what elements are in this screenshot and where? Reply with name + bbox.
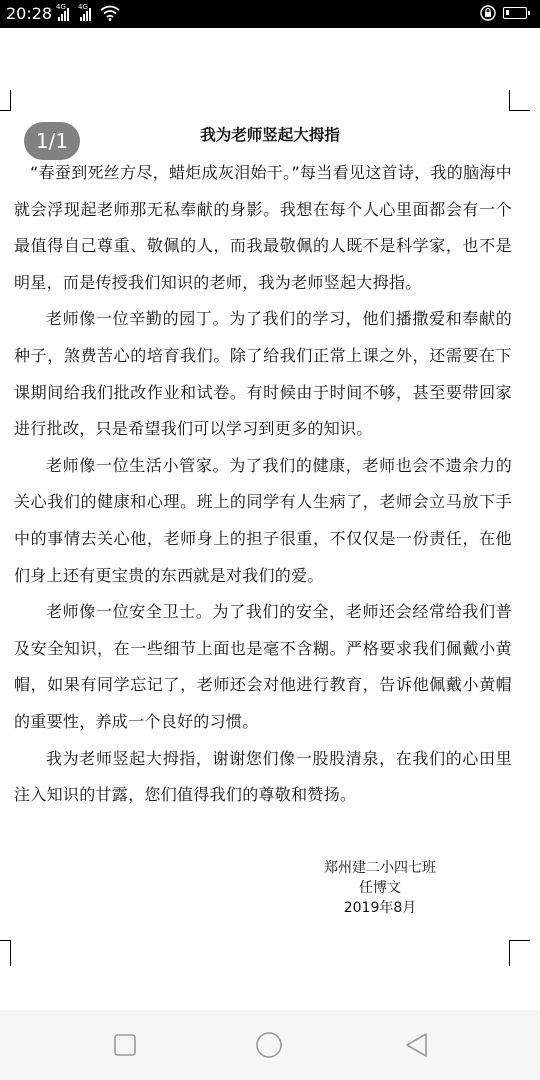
wifi-icon bbox=[100, 5, 120, 21]
document-page bbox=[0, 28, 540, 1010]
battery-icon bbox=[503, 7, 527, 19]
crop-mark-top-left bbox=[0, 90, 11, 111]
back-icon[interactable] bbox=[402, 1030, 432, 1060]
paragraph-2: 老师像一位辛勤的园丁。为了我们的学习，他们播撒爱和奉献的种子，煞费苦心的培育我们。除了给我们正常上课之外，还需要在下课期间给我们批改作业和试卷。有时候由于时间不够，甚至要带回家进行批改，只是希望我们可以学习到更多的知识。 bbox=[14, 309, 512, 439]
crop-mark-bottom-left bbox=[0, 940, 11, 966]
paragraph-1: “春蚕到死丝方尽，蜡炬成灰泪始干。”每当看见这首诗，我的脑海中就会浮现起老师那无私奉献的身影。我想在每个人心里面都会有一个最值得自己尊重、敬佩的人，而我最敬佩的人既不是科学家，也不是明星，而是传授我们知识的老师，我为老师竖起大拇指。 bbox=[14, 163, 512, 292]
signature-block bbox=[300, 858, 460, 918]
signature-date: 2019年8月 bbox=[343, 900, 417, 916]
status-bar bbox=[0, 0, 540, 28]
crop-mark-bottom-right bbox=[509, 940, 530, 966]
signature-author: 任博文 bbox=[359, 880, 401, 896]
network-type-2: 4G bbox=[78, 3, 88, 11]
recent-apps-icon[interactable] bbox=[110, 1030, 140, 1060]
page-indicator[interactable]: 1/1 bbox=[24, 122, 80, 160]
paragraph-5: 我为老师竖起大拇指，谢谢您们像一股股清泉，在我们的心田里注入知识的甘露，您们值得我们的尊敬和赞扬。 bbox=[14, 748, 512, 805]
navigation-bar bbox=[0, 1010, 540, 1080]
status-time: 20:28 bbox=[6, 4, 53, 23]
network-type-1: 4G bbox=[56, 3, 66, 11]
document-title: 我为老师竖起大拇指 bbox=[200, 126, 340, 144]
signature-school: 郑州建二小四七班 bbox=[324, 860, 436, 876]
crop-mark-top-right bbox=[509, 90, 530, 111]
home-icon[interactable] bbox=[254, 1030, 284, 1060]
signal-icon-2 bbox=[78, 7, 92, 21]
paragraph-4: 老师像一位安全卫士。为了我们的安全，老师还会经常给我们普及安全知识，在一些细节上面也是毫不含糊。严格要求我们佩戴小黄帽，如果有同学忘记了，老师还会对他进行教育，告诉他佩戴小黄帽的重要性，养成一个良好的习惯。 bbox=[14, 602, 512, 731]
signal-icon-1 bbox=[56, 7, 70, 21]
battery-level bbox=[506, 10, 509, 15]
paragraph-3: 老师像一位生活小管家。为了我们的健康，老师也会不遗余力的关心我们的健康和心理。班上的同学有人生病了，老师会立马放下手中的事情去关心他，老师身上的担子很重，不仅仅是一份责任，在他们身上还有更宝贵的东西就是对我们的爱。 bbox=[14, 455, 512, 585]
rotation-lock-icon bbox=[480, 5, 496, 21]
document-body bbox=[14, 155, 512, 814]
